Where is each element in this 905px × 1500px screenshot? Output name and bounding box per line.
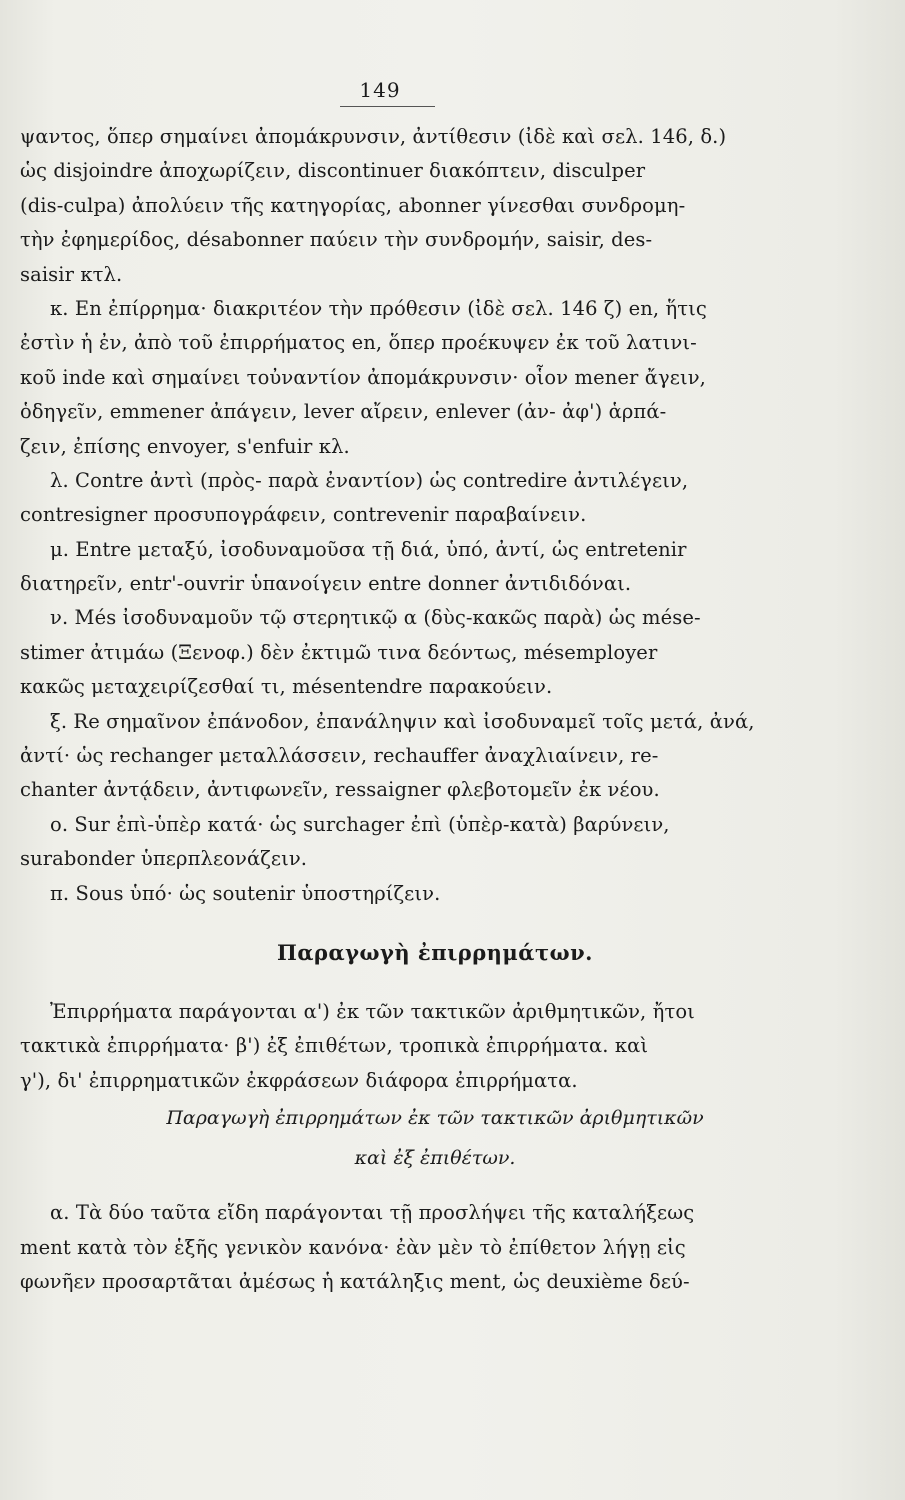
spacer — [20, 1178, 790, 1196]
text-line: κοῦ inde καὶ σημαίνει τοὐναντίον ἀπομάκρυνσιν· οἷον mener ἄγειν, — [20, 365, 706, 389]
page-number: 149 — [359, 78, 401, 102]
text-line: φωνῆεν προσαρτᾶται ἀμέσως ἡ κατάληξις ment, ὡς deuxième δεύ- — [20, 1269, 690, 1293]
text-line: contresigner προσυπογράφειν, contrevenir παραβαίνειν. — [20, 503, 587, 527]
text-line: ὡς disjoindre ἀποχωρίζειν, discontinuer διακόπτειν, disculper — [20, 159, 646, 183]
header-rule — [340, 106, 435, 107]
text-line: chanter ἀντᾴδειν, ἀντιφωνεῖν, ressaigner φλεβοτομεῖν ἐκ νέου. — [20, 778, 660, 802]
text-line: μ. Entre μεταξύ, ἰσοδυναμοῦσα τῇ διά, ὑπό, ἀντί, ὡς entretenir — [50, 537, 687, 561]
spacer — [20, 983, 790, 995]
text-line: ο. Sur ἐπὶ-ὑπὲρ κατά· ὡς surchager ἐπὶ (ὑπὲρ-κατὰ) βαρύνειν, — [50, 812, 670, 836]
text-line: π. Sous ὑπό· ὡς soutenir ὑποστηρίζειν. — [50, 881, 441, 905]
text-line: ἐστὶν ἡ ἐν, ἀπὸ τοῦ ἐπιρρήματος en, ὅπερ προέκυψεν ἐκ τοῦ λατινι- — [20, 331, 697, 355]
text-line: α. Τὰ δύο ταῦτα εἴδη παράγονται τῇ προσλήψει τῆς καταλήξεως — [50, 1201, 695, 1225]
text-line: γ'), δι' ἐπιρρηματικῶν ἐκφράσεων διάφορα ἐπιρρήματα. — [20, 1068, 578, 1092]
rule-paragraph — [20, 1196, 790, 1299]
page-body — [20, 120, 790, 1299]
section-heading: Παραγωγὴ ἐπιρρημάτων. — [277, 939, 593, 965]
intro-paragraph — [20, 995, 790, 1098]
text-line: ἀντί· ὡς rechanger μεταλλάσσειν, rechauffer ἀναχλιαίνειν, re- — [20, 744, 659, 768]
spacer — [20, 911, 790, 923]
text-line: διατηρεῖν, entr'-ouvrir ὑπανοίγειν entre donner ἀντιδιδόναι. — [20, 572, 632, 596]
text-line: ν. Més ἰσοδυναμοῦν τῷ στερητικῷ α (δὺς-κακῶς παρὰ) ὡς mése- — [50, 606, 701, 630]
text-line: (dis-culpa) ἀπολύειν τῆς κατηγορίας, abonner γίνεσθαι συνδρομη- — [20, 193, 686, 217]
paragraph-continuation — [20, 120, 790, 292]
text-line: Ἐπιρρήματα παράγονται α') ἐκ τῶν τακτικῶν ἀριθμητικῶν, ἤτοι — [50, 999, 695, 1023]
subsection-heading: Παραγωγὴ ἐπιρρημάτων ἐκ τῶν τακτικῶν ἀριθμητικῶν — [166, 1107, 704, 1130]
text-line: ment κατὰ τὸν ἑξῆς γενικὸν κανόνα· ἐὰν μὲν τὸ ἐπίθετον λήγῃ εἰς — [20, 1235, 686, 1259]
prefix-list — [20, 292, 790, 911]
text-line: κ. En ἐπίρρημα· διακριτέον τὴν πρόθεσιν (ἰδὲ σελ. 146 ζ) en, ἥτις — [50, 296, 707, 320]
text-line: stimer ἀτιμάω (Ξενοφ.) δὲν ἐκτιμῶ τινα δεόντως, mésemployer — [20, 640, 658, 664]
text-line: saisir κτλ. — [20, 262, 123, 286]
text-line: ψαντος, ὅπερ σημαίνει ἀπομάκρυνσιν, ἀντίθεσιν (ἰδὲ καὶ σελ. 146, δ.) — [20, 125, 727, 148]
text-line: τακτικὰ ἐπιρρήματα· β') ἐξ ἐπιθέτων, τροπικὰ ἐπιρρήματα. καὶ — [20, 1034, 649, 1058]
text-line: ζειν, ἐπίσης envoyer, s'enfuir κλ. — [20, 434, 350, 458]
subsection-heading-continued: καὶ ἐξ ἐπιθέτων. — [354, 1147, 516, 1170]
text-line: λ. Contre ἀντὶ (πρὸς- παρὰ ἐναντίον) ὡς contredire ἀντιλέγειν, — [50, 468, 689, 492]
text-line: ξ. Re σημαῖνον ἐπάνοδον, ἐπανάληψιν καὶ ἰσοδυναμεῖ τοῖς μετά, ἀνά, — [50, 709, 755, 733]
text-line: surabonder ὑπερπλεονάζειν. — [20, 847, 308, 871]
text-line: τὴν ἐφημερίδος, désabonner παύειν τὴν συνδρομήν, saisir, des- — [20, 228, 653, 252]
text-line: κακῶς μεταχειρίζεσθαί τι, mésentendre παρακούειν. — [20, 675, 553, 699]
text-line: ὁδηγεῖν, emmener ἀπάγειν, lever αἴρειν, enlever (ἀν- ἀφ') ἁρπά- — [20, 400, 667, 424]
